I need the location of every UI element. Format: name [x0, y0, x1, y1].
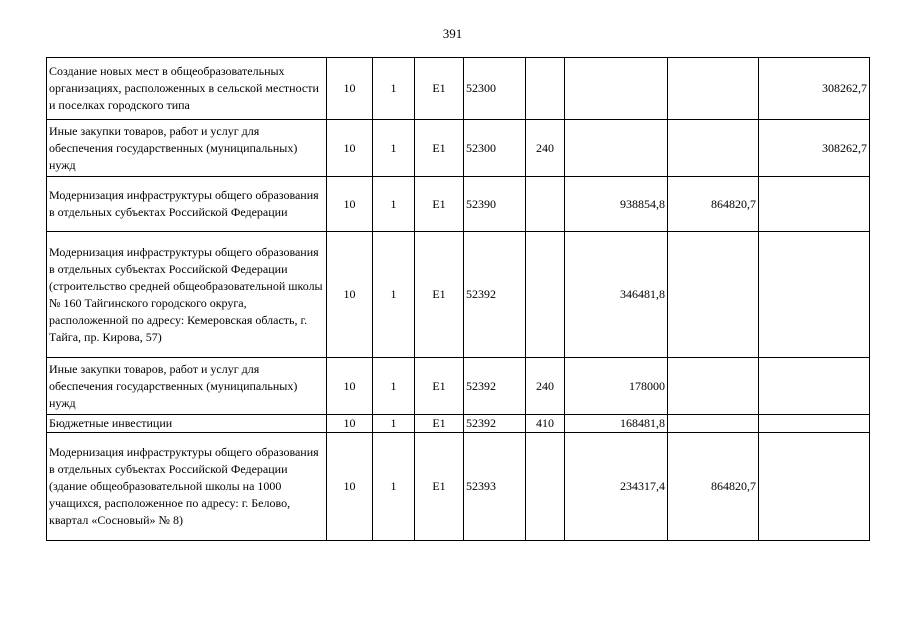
amount-1 [565, 120, 668, 177]
expense-type-code [526, 58, 565, 120]
row-name: Модернизация инфраструктуры общего образования в отдельных субъектах Российской Федерации (строительство средней общеобразовательной школы № 160 Тайгинского городского округа, расположенной по адресу: Кемеровская область, г. Тайга, пр. Кирова, 57) [47, 232, 327, 358]
program-code: E1 [415, 433, 464, 541]
target-code: 52393 [464, 433, 526, 541]
amount-1 [565, 58, 668, 120]
row-name: Модернизация инфраструктуры общего образования в отдельных субъектах Российской Федерации [47, 177, 327, 232]
amount-1: 938854,8 [565, 177, 668, 232]
amount-2 [668, 58, 759, 120]
expense-type-code [526, 433, 565, 541]
amount-2: 864820,7 [668, 433, 759, 541]
amount-3 [759, 415, 870, 433]
program-code: E1 [415, 58, 464, 120]
amount-3: 308262,7 [759, 120, 870, 177]
amount-2 [668, 415, 759, 433]
amount-3 [759, 177, 870, 232]
section-code: 10 [327, 415, 373, 433]
table-row [47, 433, 870, 541]
subsection-code: 1 [373, 358, 415, 415]
table-row [47, 415, 870, 433]
target-code: 52392 [464, 232, 526, 358]
section-code: 10 [327, 177, 373, 232]
table-row [47, 177, 870, 232]
subsection-code: 1 [373, 232, 415, 358]
amount-3: 308262,7 [759, 58, 870, 120]
table-row [47, 120, 870, 177]
subsection-code: 1 [373, 415, 415, 433]
page-number: 391 [442, 26, 463, 41]
expense-type-code [526, 177, 565, 232]
section-code: 10 [327, 232, 373, 358]
expense-type-code [526, 232, 565, 358]
section-code: 10 [327, 58, 373, 120]
expense-type-code: 240 [526, 120, 565, 177]
program-code: E1 [415, 415, 464, 433]
target-code: 52300 [464, 58, 526, 120]
target-code: 52392 [464, 415, 526, 433]
row-name: Создание новых мест в общеобразовательных организациях, расположенных в сельской местности и поселках городского типа [47, 58, 327, 120]
amount-2 [668, 358, 759, 415]
amount-3 [759, 433, 870, 541]
section-code: 10 [327, 433, 373, 541]
budget-table [46, 57, 870, 541]
expense-type-code: 240 [526, 358, 565, 415]
section-code: 10 [327, 120, 373, 177]
table-row [47, 58, 870, 120]
amount-1: 178000 [565, 358, 668, 415]
table-row [47, 232, 870, 358]
row-name: Иные закупки товаров, работ и услуг для обеспечения государственных (муниципальных) нужд [47, 358, 327, 415]
program-code: E1 [415, 358, 464, 415]
subsection-code: 1 [373, 120, 415, 177]
subsection-code: 1 [373, 177, 415, 232]
table-row [47, 358, 870, 415]
amount-2: 864820,7 [668, 177, 759, 232]
program-code: E1 [415, 177, 464, 232]
target-code: 52390 [464, 177, 526, 232]
section-code: 10 [327, 358, 373, 415]
amount-1: 234317,4 [565, 433, 668, 541]
target-code: 52300 [464, 120, 526, 177]
amount-1: 168481,8 [565, 415, 668, 433]
amount-3 [759, 232, 870, 358]
amount-2 [668, 232, 759, 358]
row-name: Иные закупки товаров, работ и услуг для обеспечения государственных (муниципальных) нужд [47, 120, 327, 177]
amount-1: 346481,8 [565, 232, 668, 358]
program-code: E1 [415, 232, 464, 358]
subsection-code: 1 [373, 58, 415, 120]
program-code: E1 [415, 120, 464, 177]
expense-type-code: 410 [526, 415, 565, 433]
amount-2 [668, 120, 759, 177]
target-code: 52392 [464, 358, 526, 415]
row-name: Модернизация инфраструктуры общего образования в отдельных субъектах Российской Федерации (здание общеобразовательной школы на 1000 учащихся, расположенное по адресу: г. Белово, квартал «Сосновый» № 8) [47, 433, 327, 541]
row-name: Бюджетные инвестиции [47, 415, 327, 433]
amount-3 [759, 358, 870, 415]
subsection-code: 1 [373, 433, 415, 541]
